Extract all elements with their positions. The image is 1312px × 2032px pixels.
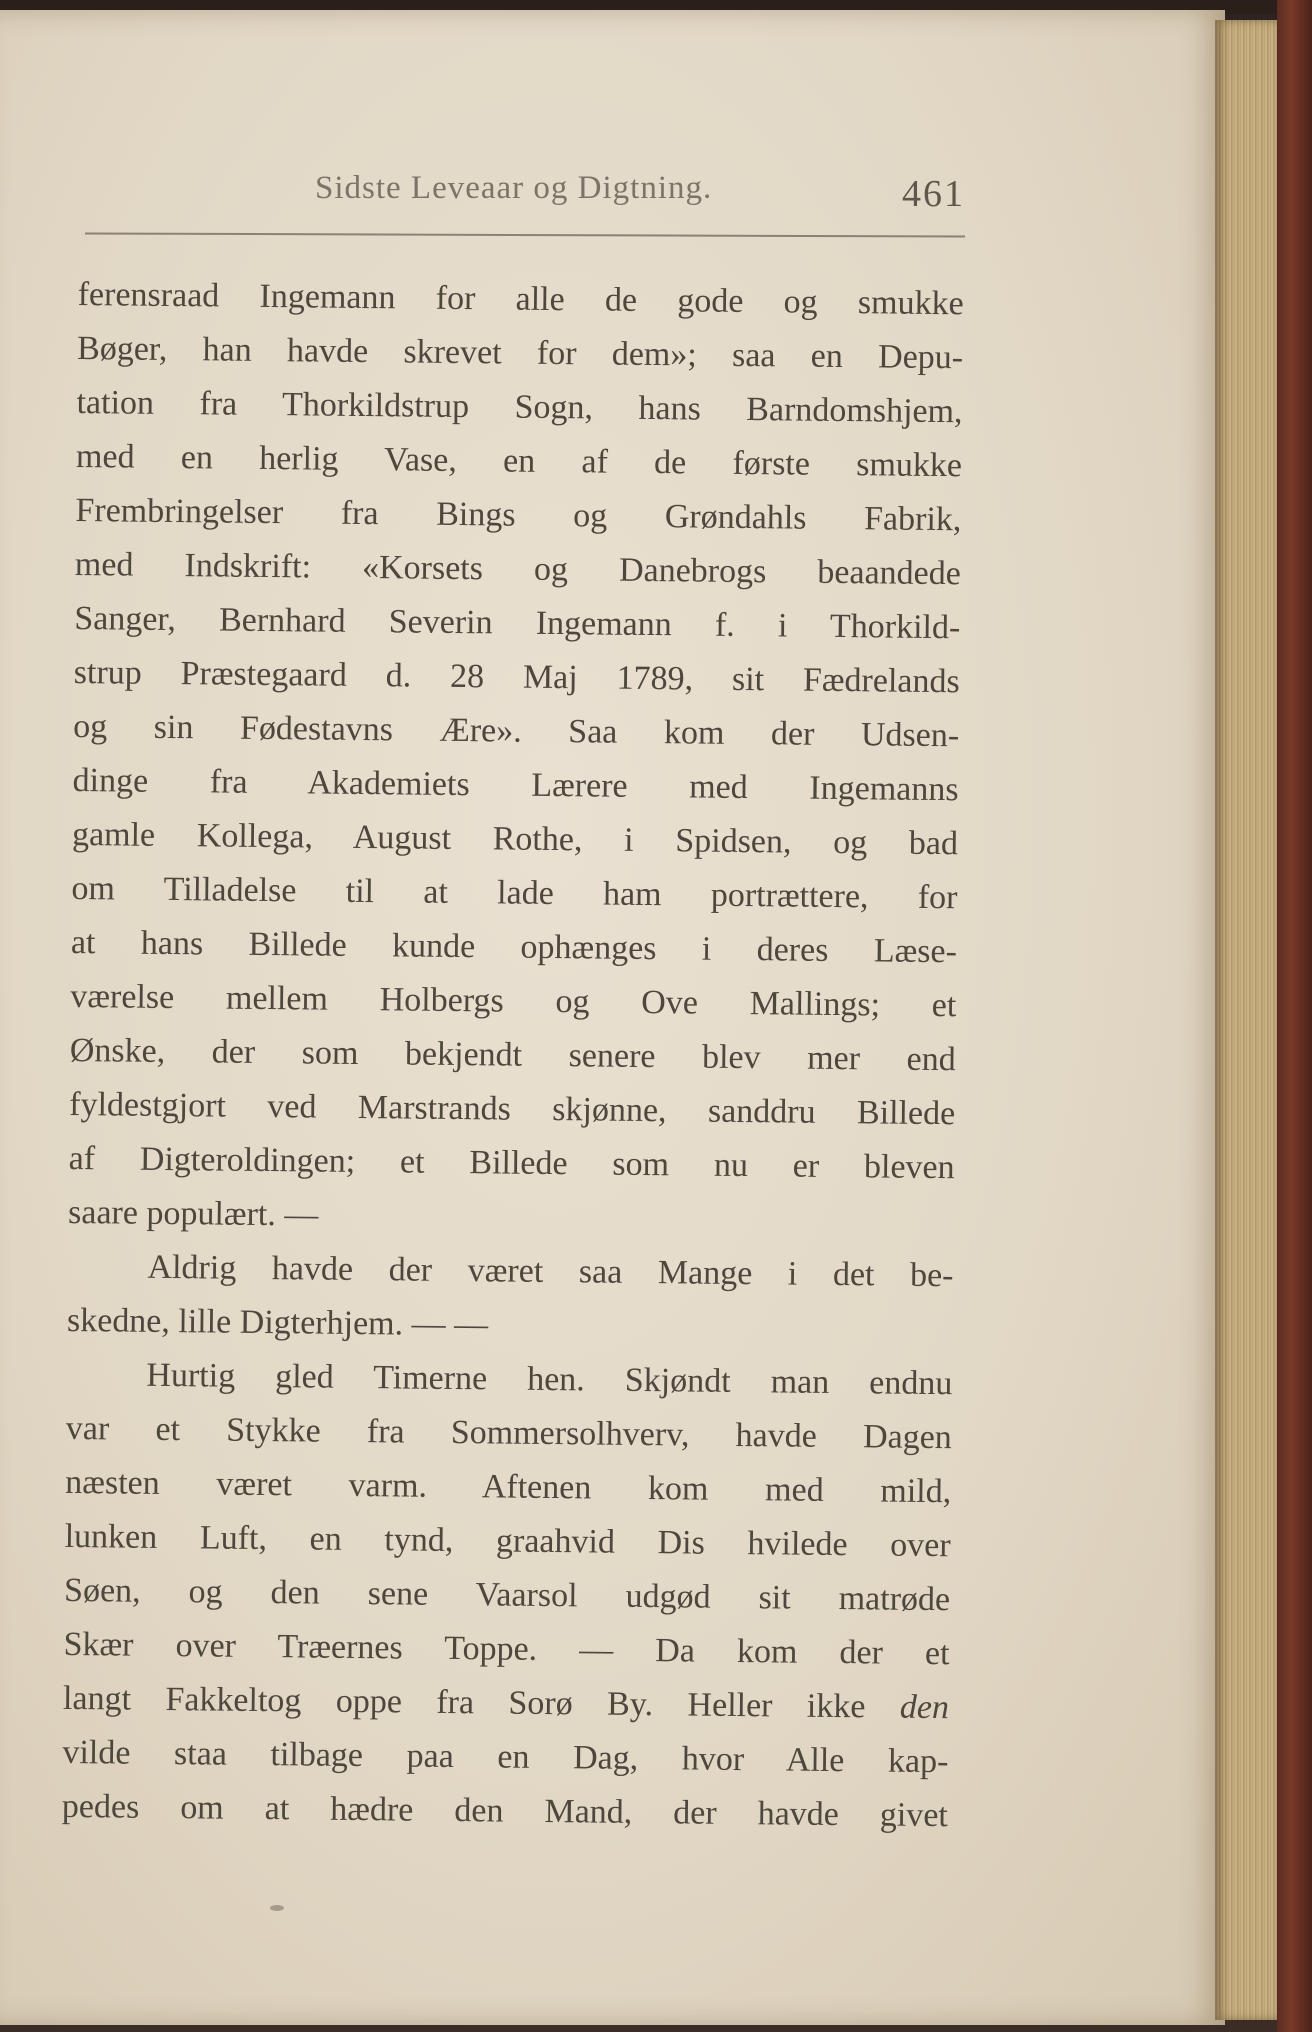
text-line: og sin Fødestavns Ære». Saa kom der Udsen- bbox=[73, 707, 960, 755]
text-line: gamle Kollega, August Rothe, i Spidsen, og bad bbox=[71, 815, 959, 863]
text-line: pedes om at hædre den Mand, der havde givet bbox=[61, 1787, 949, 1835]
text-line: tation fra Thorkildstrup Sogn, hans Barndomshjem, bbox=[76, 383, 963, 431]
running-title: Sidste Leveaar og Digtning. bbox=[315, 170, 713, 206]
book-cover-edge bbox=[1277, 0, 1312, 2032]
text-line: værelse mellem Holbergs og Ove Mallings; et bbox=[70, 977, 957, 1025]
text-line: af Digteroldingen; et Billede som nu er bleven bbox=[68, 1139, 955, 1187]
body-text bbox=[62, 268, 964, 1843]
text-line: at hans Billede kunde ophænges i deres Læse- bbox=[70, 923, 958, 971]
text-line: Sanger, Bernhard Severin Ingemann f. i Thorkild- bbox=[74, 599, 961, 647]
text-line: Søen, og den sene Vaarsol udgød sit matrøde bbox=[63, 1571, 951, 1619]
text-line: Hurtig gled Timerne hen. Skjøndt man endnu bbox=[146, 1356, 953, 1403]
text-line: skedne, lille Digterhjem. — — bbox=[66, 1301, 489, 1344]
text-line: lunken Luft, en tynd, graahvid Dis hvilede over bbox=[64, 1517, 951, 1565]
text-line: Bøger, han havde skrevet for dem»; saa en Depu- bbox=[76, 329, 964, 377]
text-segment: langt Fakkeltog oppe fra Sorø By. Heller ikke bbox=[62, 1679, 866, 1726]
text-line: med en herlig Vase, en af de første smukke bbox=[75, 437, 963, 485]
text-line: Frembringelser fra Bings og Grøndahls Fabrik, bbox=[75, 491, 962, 539]
text-line: næsten været varm. Aftenen kom med mild, bbox=[65, 1463, 952, 1511]
page-edges bbox=[1215, 20, 1277, 2020]
running-header bbox=[85, 170, 965, 230]
text-line: vilde staa tilbage paa en Dag, hvor Alle kap- bbox=[62, 1733, 949, 1781]
text-line: Aldrig havde der været saa Mange i det be- bbox=[147, 1248, 954, 1295]
text-line: ferensraad Ingemann for alle de gode og smukke bbox=[77, 275, 964, 323]
text-line: Ønske, der som bekjendt senere blev mer end bbox=[69, 1031, 956, 1079]
text-line: strup Præstegaard d. 28 Maj 1789, sit Fædrelands bbox=[73, 653, 960, 701]
text-line-with-italic bbox=[63, 1672, 950, 1735]
text-line: var et Stykke fra Sommersolhverv, havde Dagen bbox=[65, 1409, 952, 1457]
text-line: med Indskrift: «Korsets og Danebrogs beaandede bbox=[74, 545, 962, 593]
text-line: Skær over Træernes Toppe. — Da kom der et bbox=[63, 1625, 950, 1673]
text-line: saare populært. — bbox=[67, 1193, 319, 1234]
ink-smudge bbox=[270, 1905, 284, 1911]
text-line: dinge fra Akademiets Lærere med Ingemanns bbox=[72, 761, 959, 809]
page-number: 461 bbox=[902, 173, 965, 215]
text-line: fyldestgjort ved Marstrands skjønne, sanddru Billede bbox=[69, 1085, 956, 1133]
italic-word: den bbox=[899, 1688, 950, 1727]
text-line: om Tilladelse til at lade ham portrættere, for bbox=[71, 869, 958, 917]
